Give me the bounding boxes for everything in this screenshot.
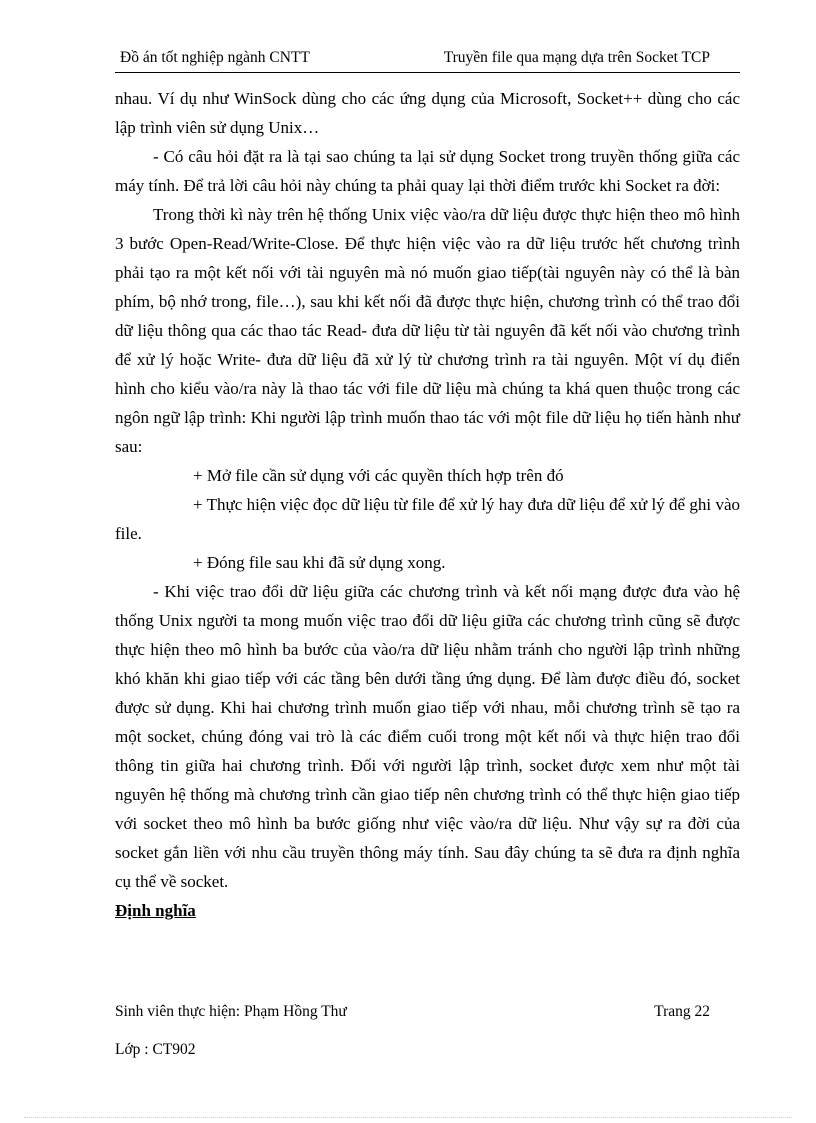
footer-page-number: Trang 22: [654, 1003, 710, 1020]
paragraph: - Có câu hỏi đặt ra là tại sao chúng ta lại sử dụng Socket trong truyền thống giữa các máy tính. Để trả lời câu hỏi này chúng ta phải quay lại thời điểm trước khi Socket ra đời:: [115, 147, 740, 195]
bullet-item: + Thực hiện việc đọc dữ liệu từ file để xử lý hay đưa dữ liệu để xử lý để ghi vào file.: [115, 495, 740, 543]
paragraph: nhau. Ví dụ như WinSock dùng cho các ứng dụng của Microsoft, Socket++ dùng cho các lập trình viên sử dụng Unix…: [115, 89, 740, 137]
footer-student: Sinh viên thực hiện: Phạm Hồng Thư: [115, 1003, 347, 1020]
paragraph: - Khi việc trao đổi dữ liệu giữa các chương trình và kết nối mạng được đưa vào hệ thống Unix người ta mong muốn việc trao đổi dữ liệu giữa các chương trình cũng sẽ được thực hiện theo mô hình ba bước của vào/ra dữ liệu nhằm tránh cho người lập trình những khó khăn khi giao tiếp với các tầng bên dưới tầng ứng dụng. Để làm được điều đó, socket được sử dụng. Khi hai chương trình muốn giao tiếp với nhau, mỗi chương trình sẽ tạo ra một socket, chúng đóng vai trò là các điểm cuối trong một kết nối và thực hiện trao đổi thông tin giữa hai chương trình. Đối với người lập trình, socket được xem như một tài nguyên hệ thống mà chương trình cần giao tiếp nên chương trình có thể thực hiện giao tiếp với socket theo mô hình ba bước giống như việc vào/ra dữ liệu. Như vậy sự ra đời của socket gắn liền với nhu cầu truyền thông máy tính. Sau đây chúng ta sẽ đưa ra định nghĩa cụ thể về socket.: [115, 582, 740, 891]
page-body: [115, 84, 740, 925]
page-bottom-divider: [24, 1117, 792, 1118]
page-header: [115, 44, 740, 73]
header-right-title: Truyền file qua mạng dựa trên Socket TCP: [443, 49, 710, 66]
bullet-item: + Đóng file sau khi đã sử dụng xong.: [193, 553, 446, 572]
header-left-title: Đồ án tốt nghiệp ngành CNTT: [120, 49, 310, 66]
footer-class: Lớp : CT902: [115, 1041, 196, 1058]
paragraph: Trong thời kì này trên hệ thống Unix việc vào/ra dữ liệu được thực hiện theo mô hình 3 bước Open-Read/Write-Close. Để thực hiện việc vào ra dữ liệu trước hết chương trình phải tạo ra một kết nối với tài nguyên mà nó muốn giao tiếp(tài nguyên này có thể là bàn phím, bộ nhớ trong, file…), sau khi kết nối đã được thực hiện, chương trình có thể trao đổi dữ liệu thông qua các thao tác Read- đưa dữ liệu từ tài nguyên đã kết nối vào chương trình để xử lý hoặc Write- đưa dữ liệu đã xử lý từ chương trình ra tài nguyên. Một ví dụ điển hình cho kiểu vào/ra này là thao tác với file dữ liệu mà chúng ta khá quen thuộc trong các ngôn ngữ lập trình: Khi người lập trình muốn thao tác với một file dữ liệu họ tiến hành như sau:: [115, 205, 740, 456]
bullet-item: + Mở file cần sử dụng với các quyền thích hợp trên đó: [193, 466, 564, 485]
section-heading: Định nghĩa: [115, 901, 196, 920]
